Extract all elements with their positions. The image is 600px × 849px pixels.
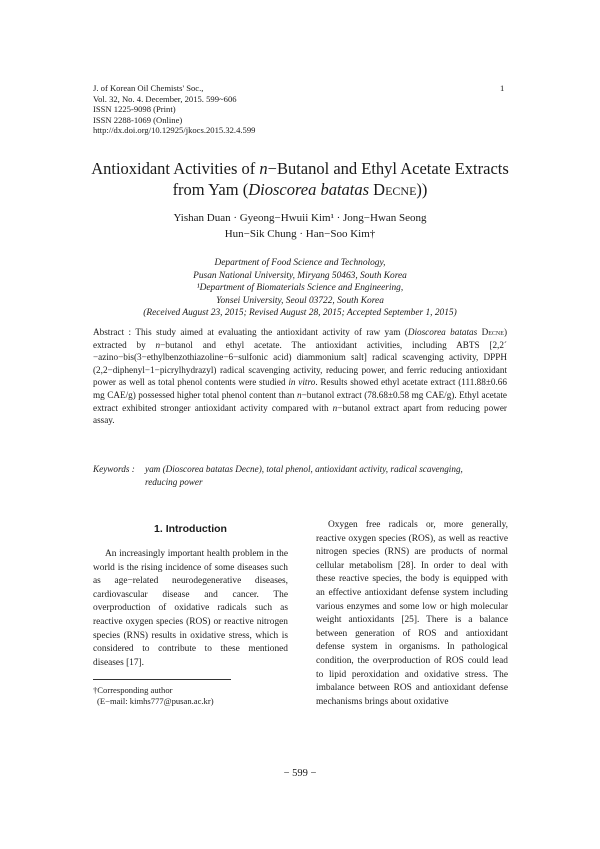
header-page-number: 1 [500,83,505,93]
affiliation-line: Pusan National University, Miryang 50463, South Korea [193,270,407,281]
affiliation-line: Department of Food Science and Technology, [214,258,386,268]
abstract-text: −butanol extract (78.68±0.58 mg CAE/g). Ethyl acetate extract exhibited stronger antioxidant activity compared with [93,389,507,413]
abstract-italic-n: n [155,339,161,350]
keywords-text: yam (Dioscorea batatas Decne), total phenol, antioxidant activity, radical scavenging, [145,464,463,474]
footnote-email: (E−mail: kimhs777@pusan.ac.kr) [97,696,214,707]
title-line-2: from Yam (Dioscorea batatas Decne)) [172,180,428,199]
title-text: −Butanol and Ethyl Acetate Extracts [267,159,509,178]
abstract-label: Abstract : [93,327,132,337]
abstract-text: ) extracted by [93,327,507,350]
abstract-text: . Results showed ethyl acetate extract (111.88±0.66 mg CAE/g) possessed higher total phenol content than [93,377,507,400]
abstract-italic-n: n [332,402,338,413]
abstract-decne: Decne [477,327,504,337]
title-text: Decne) [369,180,422,199]
affiliation-line: ¹Department of Biomaterials Science and Engineering, [196,283,404,294]
affiliations [60,257,540,320]
keywords-label: Keywords : [93,464,135,474]
authors-line-1: Yishan Duan · Gyeong−Hwuii Kim¹ · Jong−Hwan Seong [173,212,427,224]
authors-line-2: Hun−Sik Chung · Han−Soo Kim† [224,227,376,240]
received-dates: (Received August 23, 2015; Revised August 28, 2015; Accepted September 1, 2015) [143,308,457,319]
title-italic-n: n [259,159,268,178]
intro-paragraph-right: Oxygen free radicals or, more generally, reactive oxygen species (ROS), as well as reactive nitrogen species (RNS) are products of normal cellular metabolism [28]. In order to deal with these reactive species, the body is equipped with an effective antioxidant defense system including various enzymes and some low or high molecular weight antioxidants [25]. There is a balance between generation of ROS and antioxidant defense system in organisms. In pathological condition, the overproduction of ROS could lead to lipid peroxidation and oxidative stress. The imbalance between ROS and antioxidant defense mechanisms brings about oxidative [316,520,508,707]
page-folio: − 599 − [283,768,317,779]
title-line-1 [60,158,540,179]
keywords-line-2: reducing power [145,476,203,487]
keywords-line-1 [93,463,507,476]
title-species: Dioscorea batatas [248,180,370,199]
intro-paragraph-left: An increasingly important health problem in the world is the rising incidence of some diseases such as age−related neurodegenerative diseases, cardiovascular disease and cancer. The overproduction of oxidative radicals such as reactive oxygen species (ROS) or reactive nitrogen species (RNS) results in oxidative stress, which is considered to contribute to these mentioned diseases [17]. [93,549,288,668]
abstract-species: Dioscorea batatas [407,327,478,337]
issn-print: ISSN 1225-9098 (Print) [93,104,176,115]
keywords [93,463,507,488]
abstract-in-vitro: in vitro [288,377,316,388]
title-text: Antioxidant Activities of [91,159,260,178]
abstract-italic-n: n [296,389,302,400]
footnote-corresponding: †Corresponding author [93,685,173,695]
abstract-text: −butanol and ethyl acetate. The antioxidant activities, including ABTS [2,2´ −azino−bis(3−ethylbenzothiazoline−6−sulfonic acid) diammonium salt] radical scavenging activity, DPPH (2,2−diphenyl−1−picrylhydrazyl) radical scavenging activity, reducing power, and ferric reducing antioxidant power as well as total phenol contents were studied [93,339,507,388]
paper-title [60,158,540,200]
issn-online: ISSN 2288-1069 (Online) [93,114,183,125]
section-heading: 1. Introduction [154,523,227,535]
abstract-text: This study aimed at evaluating the antioxidant activity of raw yam ( [131,327,408,337]
journal-name: J. of Korean Oil Chemists' Soc., [93,83,204,93]
abstract-text: −butanol extract apart from reducing power assay. [93,402,507,426]
footnote-divider [93,679,231,680]
journal-header [93,83,255,136]
doi-link[interactable]: http://dx.doi.org/10.12925/jkocs.2015.32.4.599 [93,125,256,136]
footnote [93,685,214,708]
title-text: from Yam ( [172,180,249,199]
abstract [93,326,507,427]
journal-volume: Vol. 32, No. 4. December, 2015. 599~606 [93,93,237,104]
affiliation-line: Yonsei University, Seoul 03722, South Korea [216,295,384,306]
author-list [60,211,540,242]
